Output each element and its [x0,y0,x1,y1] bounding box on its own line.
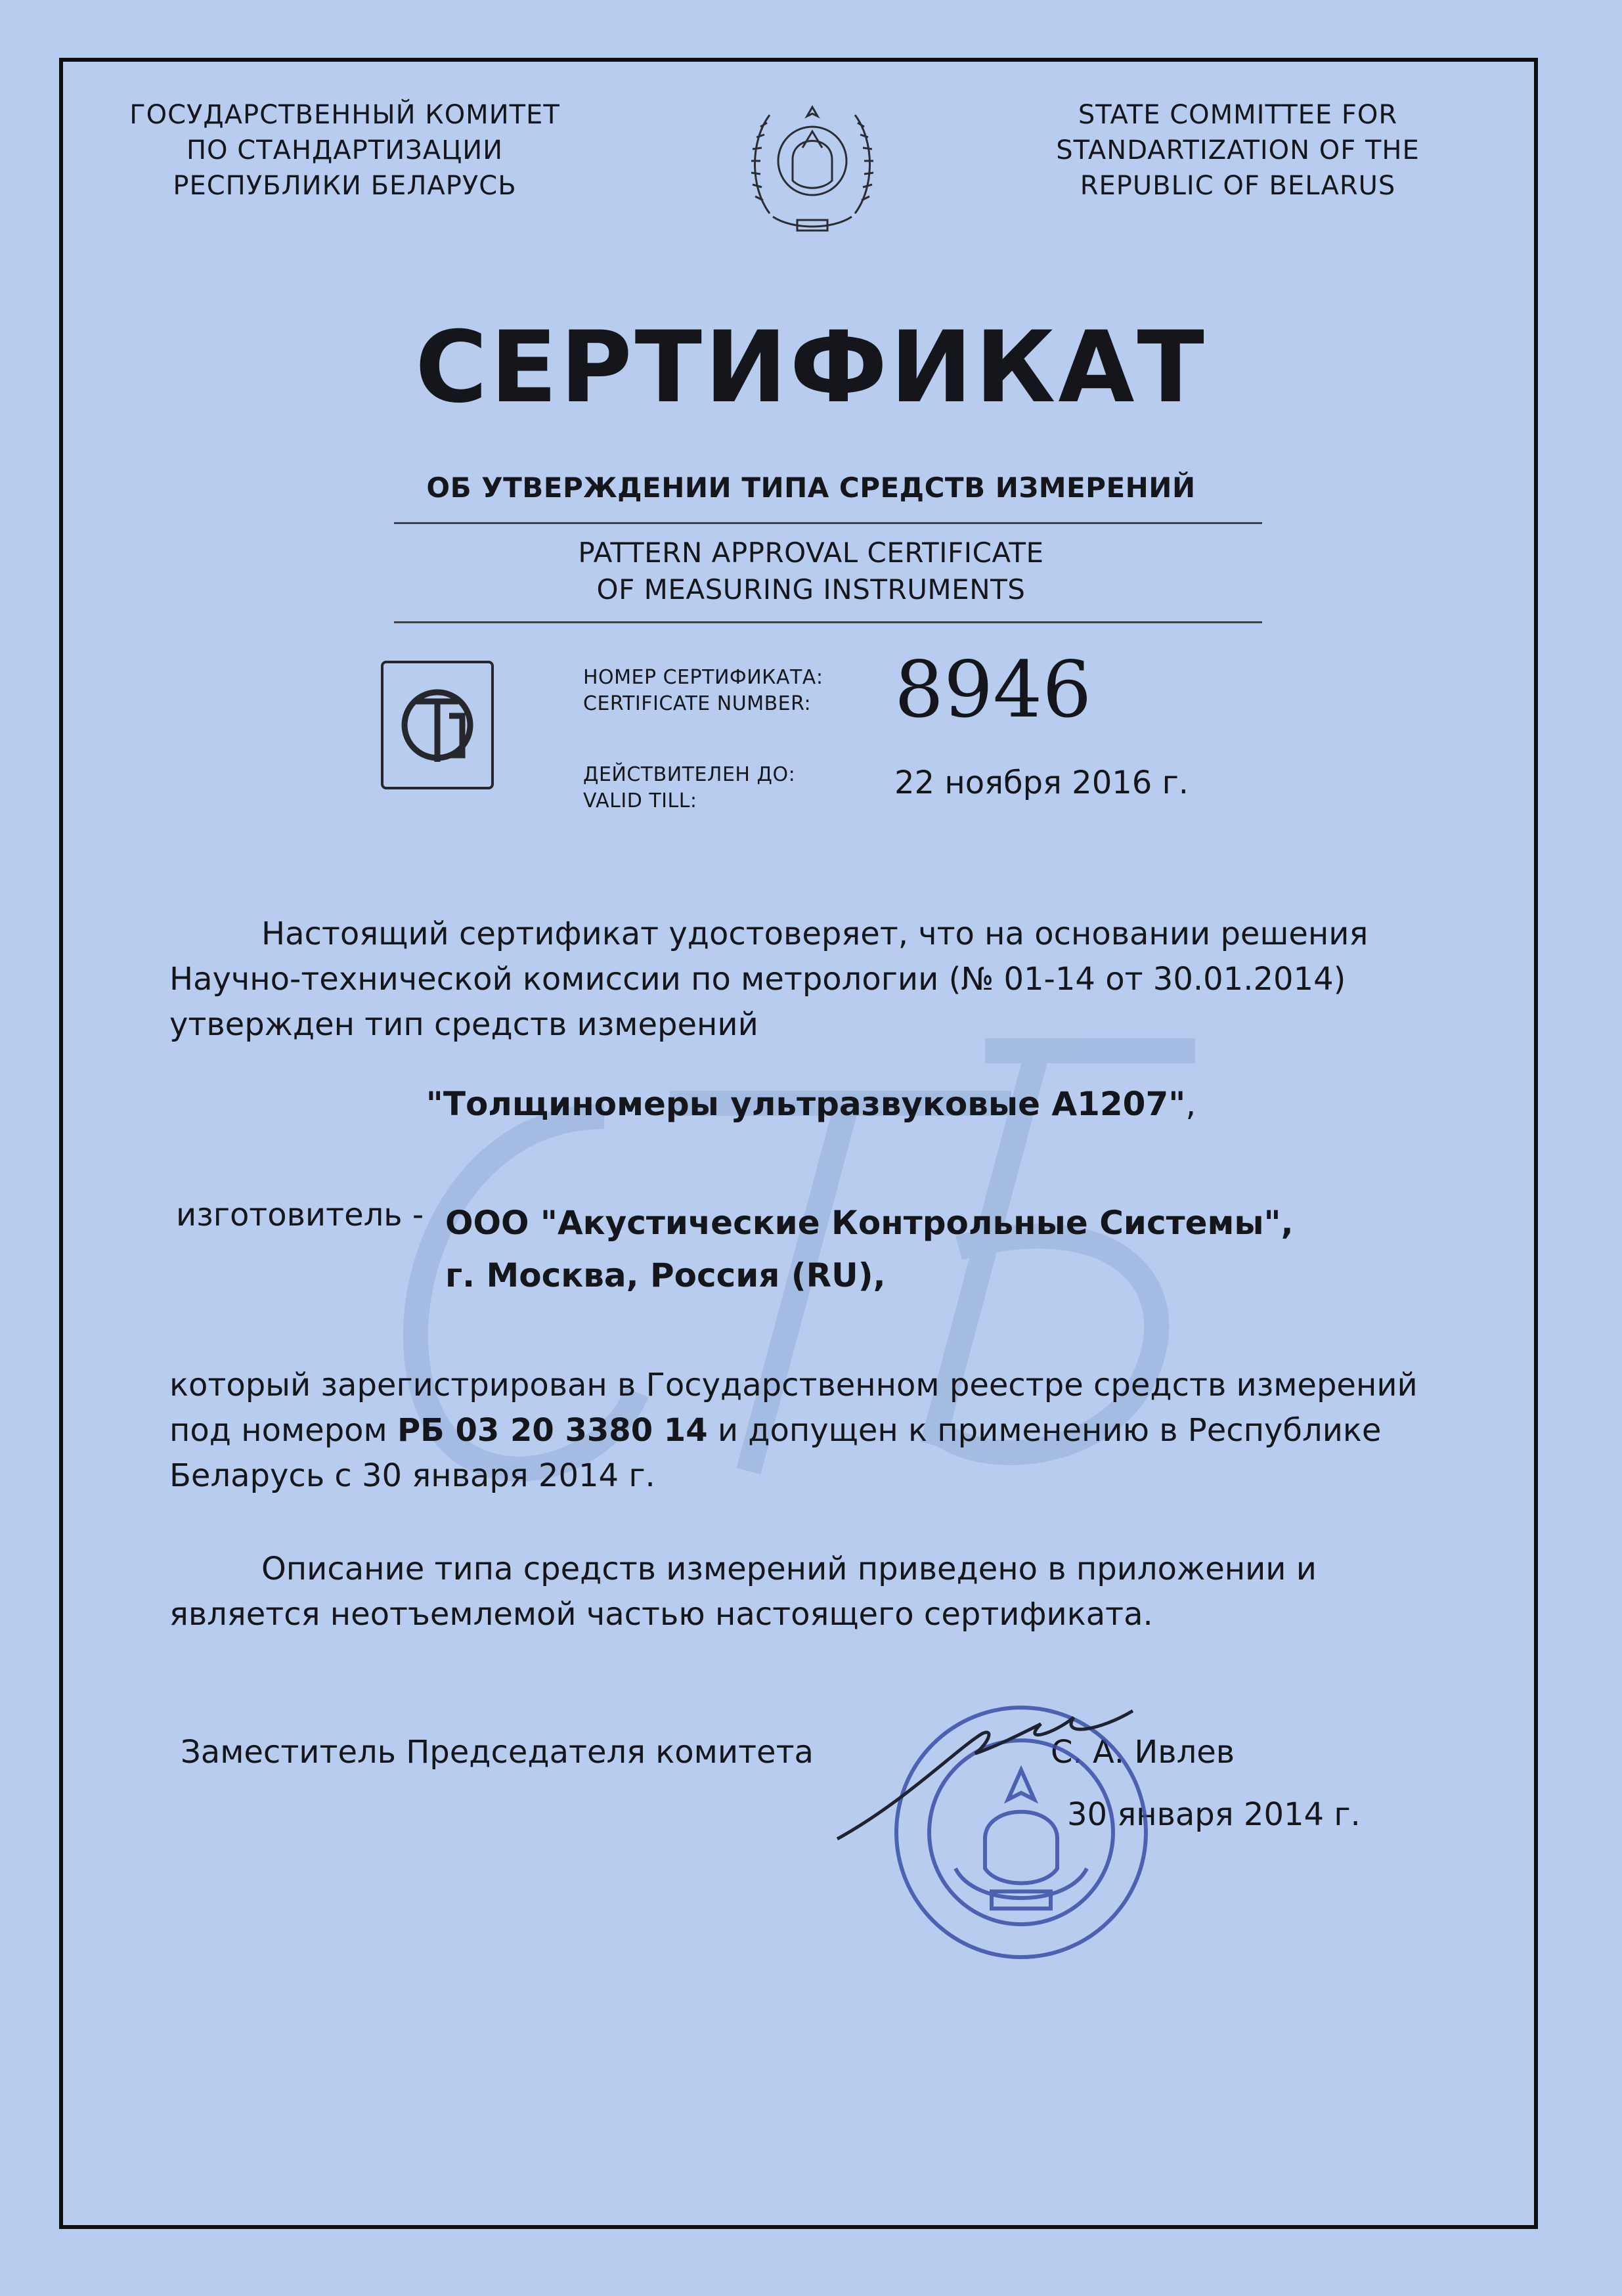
product-name: "Толщиномеры ультразвуковые А1207", [426,1085,1196,1123]
certificate-number: 8946 [894,644,1092,735]
valid-till-label: ДЕЙСТВИТЕЛЕН ДО: VALID TILL: [583,763,796,812]
document-title: СЕРТИФИКАТ [415,311,1207,425]
divider-line [394,522,1262,524]
state-emblem-icon [743,82,881,246]
standards-logo [381,661,494,789]
paragraph-registration: который зарегистрирован в Государственном реестре средств измерений под номером РБ 03 20 3380 14 и допущен к применению в Республике Беларусь с 30 января 2014 г. [169,1367,1418,1494]
manufacturer-label: изготовитель - [176,1197,424,1233]
issuer-ru: ГОСУДАРСТВЕННЫЙ КОМИТЕТ ПО СТАНДАРТИЗАЦИИ РЕСПУБЛИКИ БЕЛАРУСЬ [129,100,560,201]
certificate-number-label: НОМЕР СЕРТИФИКАТА: CERTIFICATE NUMBER: [583,666,823,715]
subtitle-en: PATTERN APPROVAL CERTIFICATE OF MEASURING INSTRUMENTS [578,537,1044,606]
signature-date: 30 января 2014 г. [1067,1796,1361,1833]
divider-line [394,621,1262,623]
standards-logo-icon [384,663,491,787]
valid-till-date: 22 ноября 2016 г. [894,764,1189,801]
paragraph-intro: Настоящий сертификат удостоверяет, что на основании решения Научно-технической комиссии по метрологии (№ 01-14 от 30.01.2014) утвержден тип средств измерений [169,916,1369,1043]
subtitle-ru: ОБ УТВЕРЖДЕНИИ ТИПА СРЕДСТВ ИЗМЕРЕНИЙ [426,472,1196,504]
registration-number: РБ 03 20 3380 14 [397,1412,708,1449]
signatory-name: С. А. Ивлев [1051,1734,1235,1771]
manufacturer-name: ООО "Акустические Контрольные Системы", г. Москва, Россия (RU), [445,1204,1294,1294]
issuer-en: STATE COMMITTEE FOR STANDARTIZATION OF THE REPUBLIC OF BELARUS [1056,100,1420,201]
paragraph-description: Описание типа средств измерений приведено в приложении и является неотъемлемой частью настоящего сертификата. [169,1551,1317,1633]
signatory-position: Заместитель Председателя комитета [181,1734,814,1771]
official-stamp [824,1671,1166,1980]
